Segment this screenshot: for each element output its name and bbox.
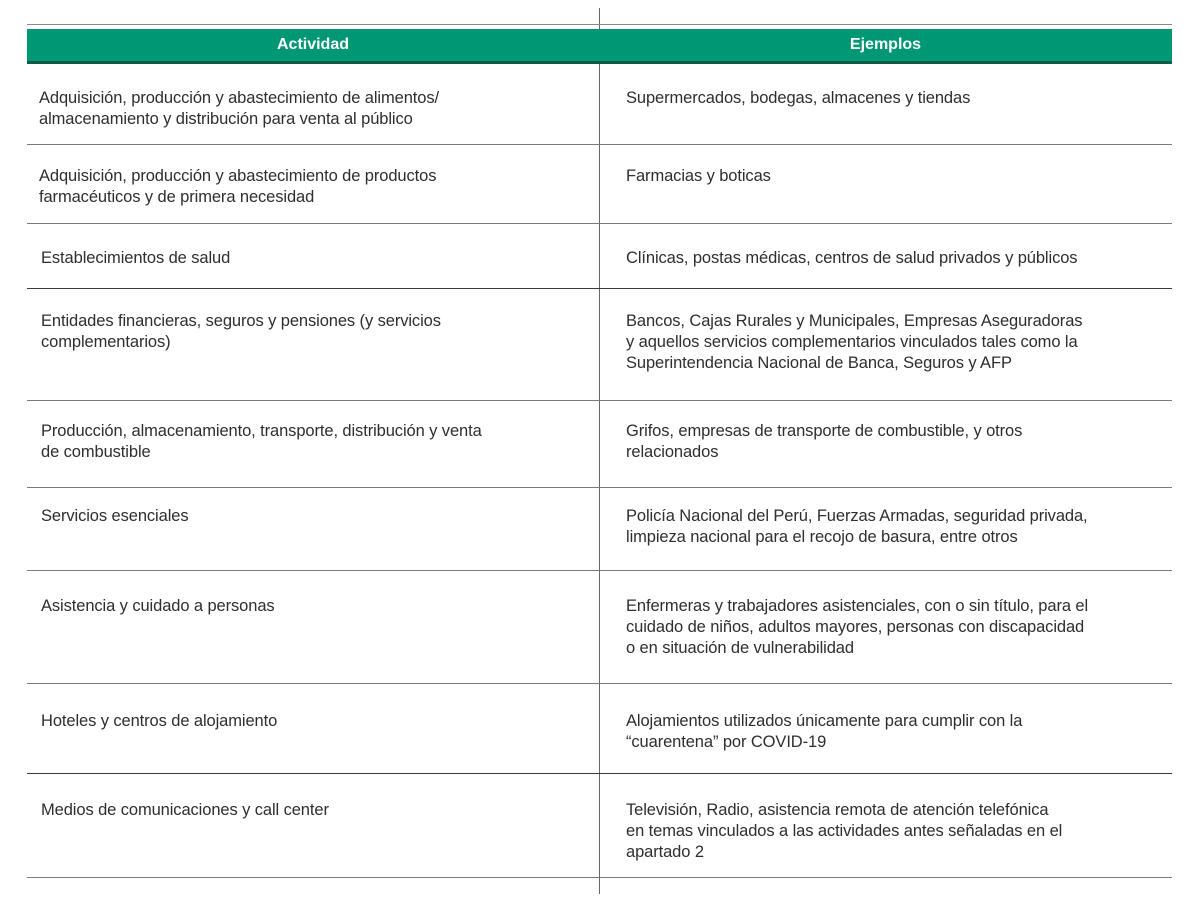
examples-cell: Enfermeras y trabajadores asistenciales, con o sin título, para el cuidado de niños, adultos mayores, personas con discapacidad o en situación de vulnerabilidad	[626, 597, 1089, 657]
activities-table	[27, 24, 1172, 878]
table-row	[27, 571, 1172, 684]
table-row	[27, 488, 1172, 571]
table-body	[27, 64, 1172, 878]
examples-cell: Farmacias y boticas	[626, 167, 771, 185]
table-row	[27, 224, 1172, 289]
activity-cell: Servicios esenciales	[41, 507, 189, 525]
examples-cell: Grifos, empresas de transporte de combustible, y otros relacionados	[626, 422, 1023, 461]
examples-cell: Bancos, Cajas Rurales y Municipales, Empresas Aseguradoras y aquellos servicios complementarios vinculados tales como la Superintendencia Nacional de Banca, Seguros y AFP	[626, 312, 1083, 372]
table-row	[27, 145, 1172, 224]
activity-cell: Adquisición, producción y abastecimiento de productos farmacéuticos y de primera necesidad	[39, 167, 437, 206]
examples-cell: Policía Nacional del Perú, Fuerzas Armadas, seguridad privada, limpieza nacional para el recojo de basura, entre otros	[626, 507, 1088, 546]
activity-cell: Adquisición, producción y abastecimiento de alimentos/ almacenamiento y distribución para venta al público	[39, 89, 439, 128]
table-row	[27, 289, 1172, 401]
table-header	[27, 29, 1172, 64]
header-activity: Actividad	[276, 36, 349, 53]
examples-cell: Clínicas, postas médicas, centros de salud privados y públicos	[626, 249, 1078, 267]
activity-cell: Asistencia y cuidado a personas	[41, 597, 275, 615]
activity-cell: Producción, almacenamiento, transporte, distribución y venta de combustible	[41, 422, 482, 461]
examples-cell: Supermercados, bodegas, almacenes y tiendas	[626, 89, 971, 107]
activity-cell: Hoteles y centros de alojamiento	[41, 712, 278, 730]
top-rule	[27, 24, 1172, 25]
activity-cell: Establecimientos de salud	[41, 249, 231, 267]
table-row	[27, 684, 1172, 774]
examples-cell: Alojamientos utilizados únicamente para cumplir con la “cuarentena” por COVID-19	[626, 712, 1023, 751]
table-row	[27, 64, 1172, 145]
table-row	[27, 774, 1172, 878]
table-row	[27, 401, 1172, 488]
activity-cell: Entidades financieras, seguros y pensiones (y servicios complementarios)	[41, 312, 441, 351]
activity-cell: Medios de comunicaciones y call center	[41, 801, 329, 819]
header-examples: Ejemplos	[849, 36, 922, 53]
examples-cell: Televisión, Radio, asistencia remota de atención telefónica en temas vinculados a las actividades antes señaladas en el apartado 2	[626, 801, 1063, 861]
